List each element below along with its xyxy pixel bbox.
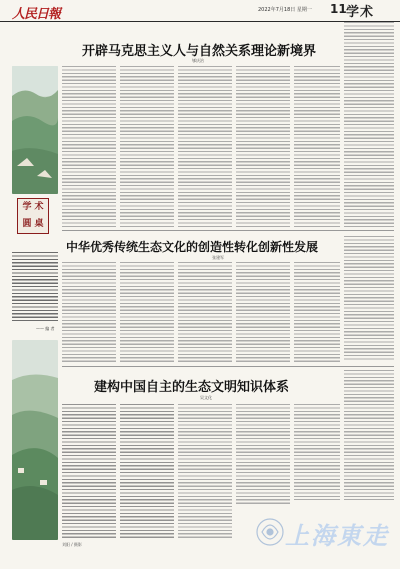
watermark-text: 上海東走 [285, 521, 389, 550]
article-3-column-2 [120, 404, 174, 538]
editor-signature: —— 编 者 [36, 326, 55, 331]
article-2-headline[interactable]: 中华优秀传统生态文化的创造性转化创新性发展 [66, 240, 319, 254]
article-2-column-2 [120, 262, 174, 362]
article-3-column-1 [62, 404, 116, 538]
article-2-column-1 [62, 262, 116, 362]
article-1-column-6 [344, 22, 394, 228]
academic-forum-seal: 学 术 圆 桌 [17, 198, 49, 234]
page-number: 11 [330, 2, 347, 16]
page-masthead [0, 0, 400, 22]
editor-note [12, 252, 58, 322]
article-2-byline: 张建军 [212, 255, 224, 260]
article-2-column-4 [236, 262, 290, 362]
article-3-headline[interactable]: 建构中国自主的生态文明知识体系 [94, 380, 290, 395]
article-3-column-6 [344, 370, 394, 500]
article-2-column-6 [344, 236, 394, 362]
divider-1 [62, 230, 394, 231]
issue-date: 2022年7月18日 星期一 [258, 7, 312, 13]
article-1-column-1 [62, 66, 116, 228]
article-1-column-5 [294, 66, 340, 228]
landscape-photo-bottom [12, 340, 58, 540]
article-1-column-4 [236, 66, 290, 228]
landscape-photo-top [12, 66, 58, 194]
article-2-column-3 [178, 262, 232, 362]
section-title: 学术 [346, 5, 375, 20]
divider-2 [62, 366, 394, 367]
article-1-column-3 [178, 66, 232, 228]
article-3-column-4 [236, 404, 290, 504]
article-1-headline[interactable]: 开辟马克思主义人与自然关系理论新境界 [82, 44, 317, 59]
article-1-byline: 郇庆治 [192, 58, 204, 63]
article-2-column-5 [294, 262, 340, 362]
article-3-byline: 吴文化 [200, 395, 212, 400]
article-3-column-5 [294, 404, 340, 500]
newspaper-logo: 人民日報 [12, 7, 61, 22]
article-1-column-2 [120, 66, 174, 228]
article-3-column-3 [178, 404, 232, 538]
photo-caption: 刘阳 / 摄影 [62, 542, 82, 547]
